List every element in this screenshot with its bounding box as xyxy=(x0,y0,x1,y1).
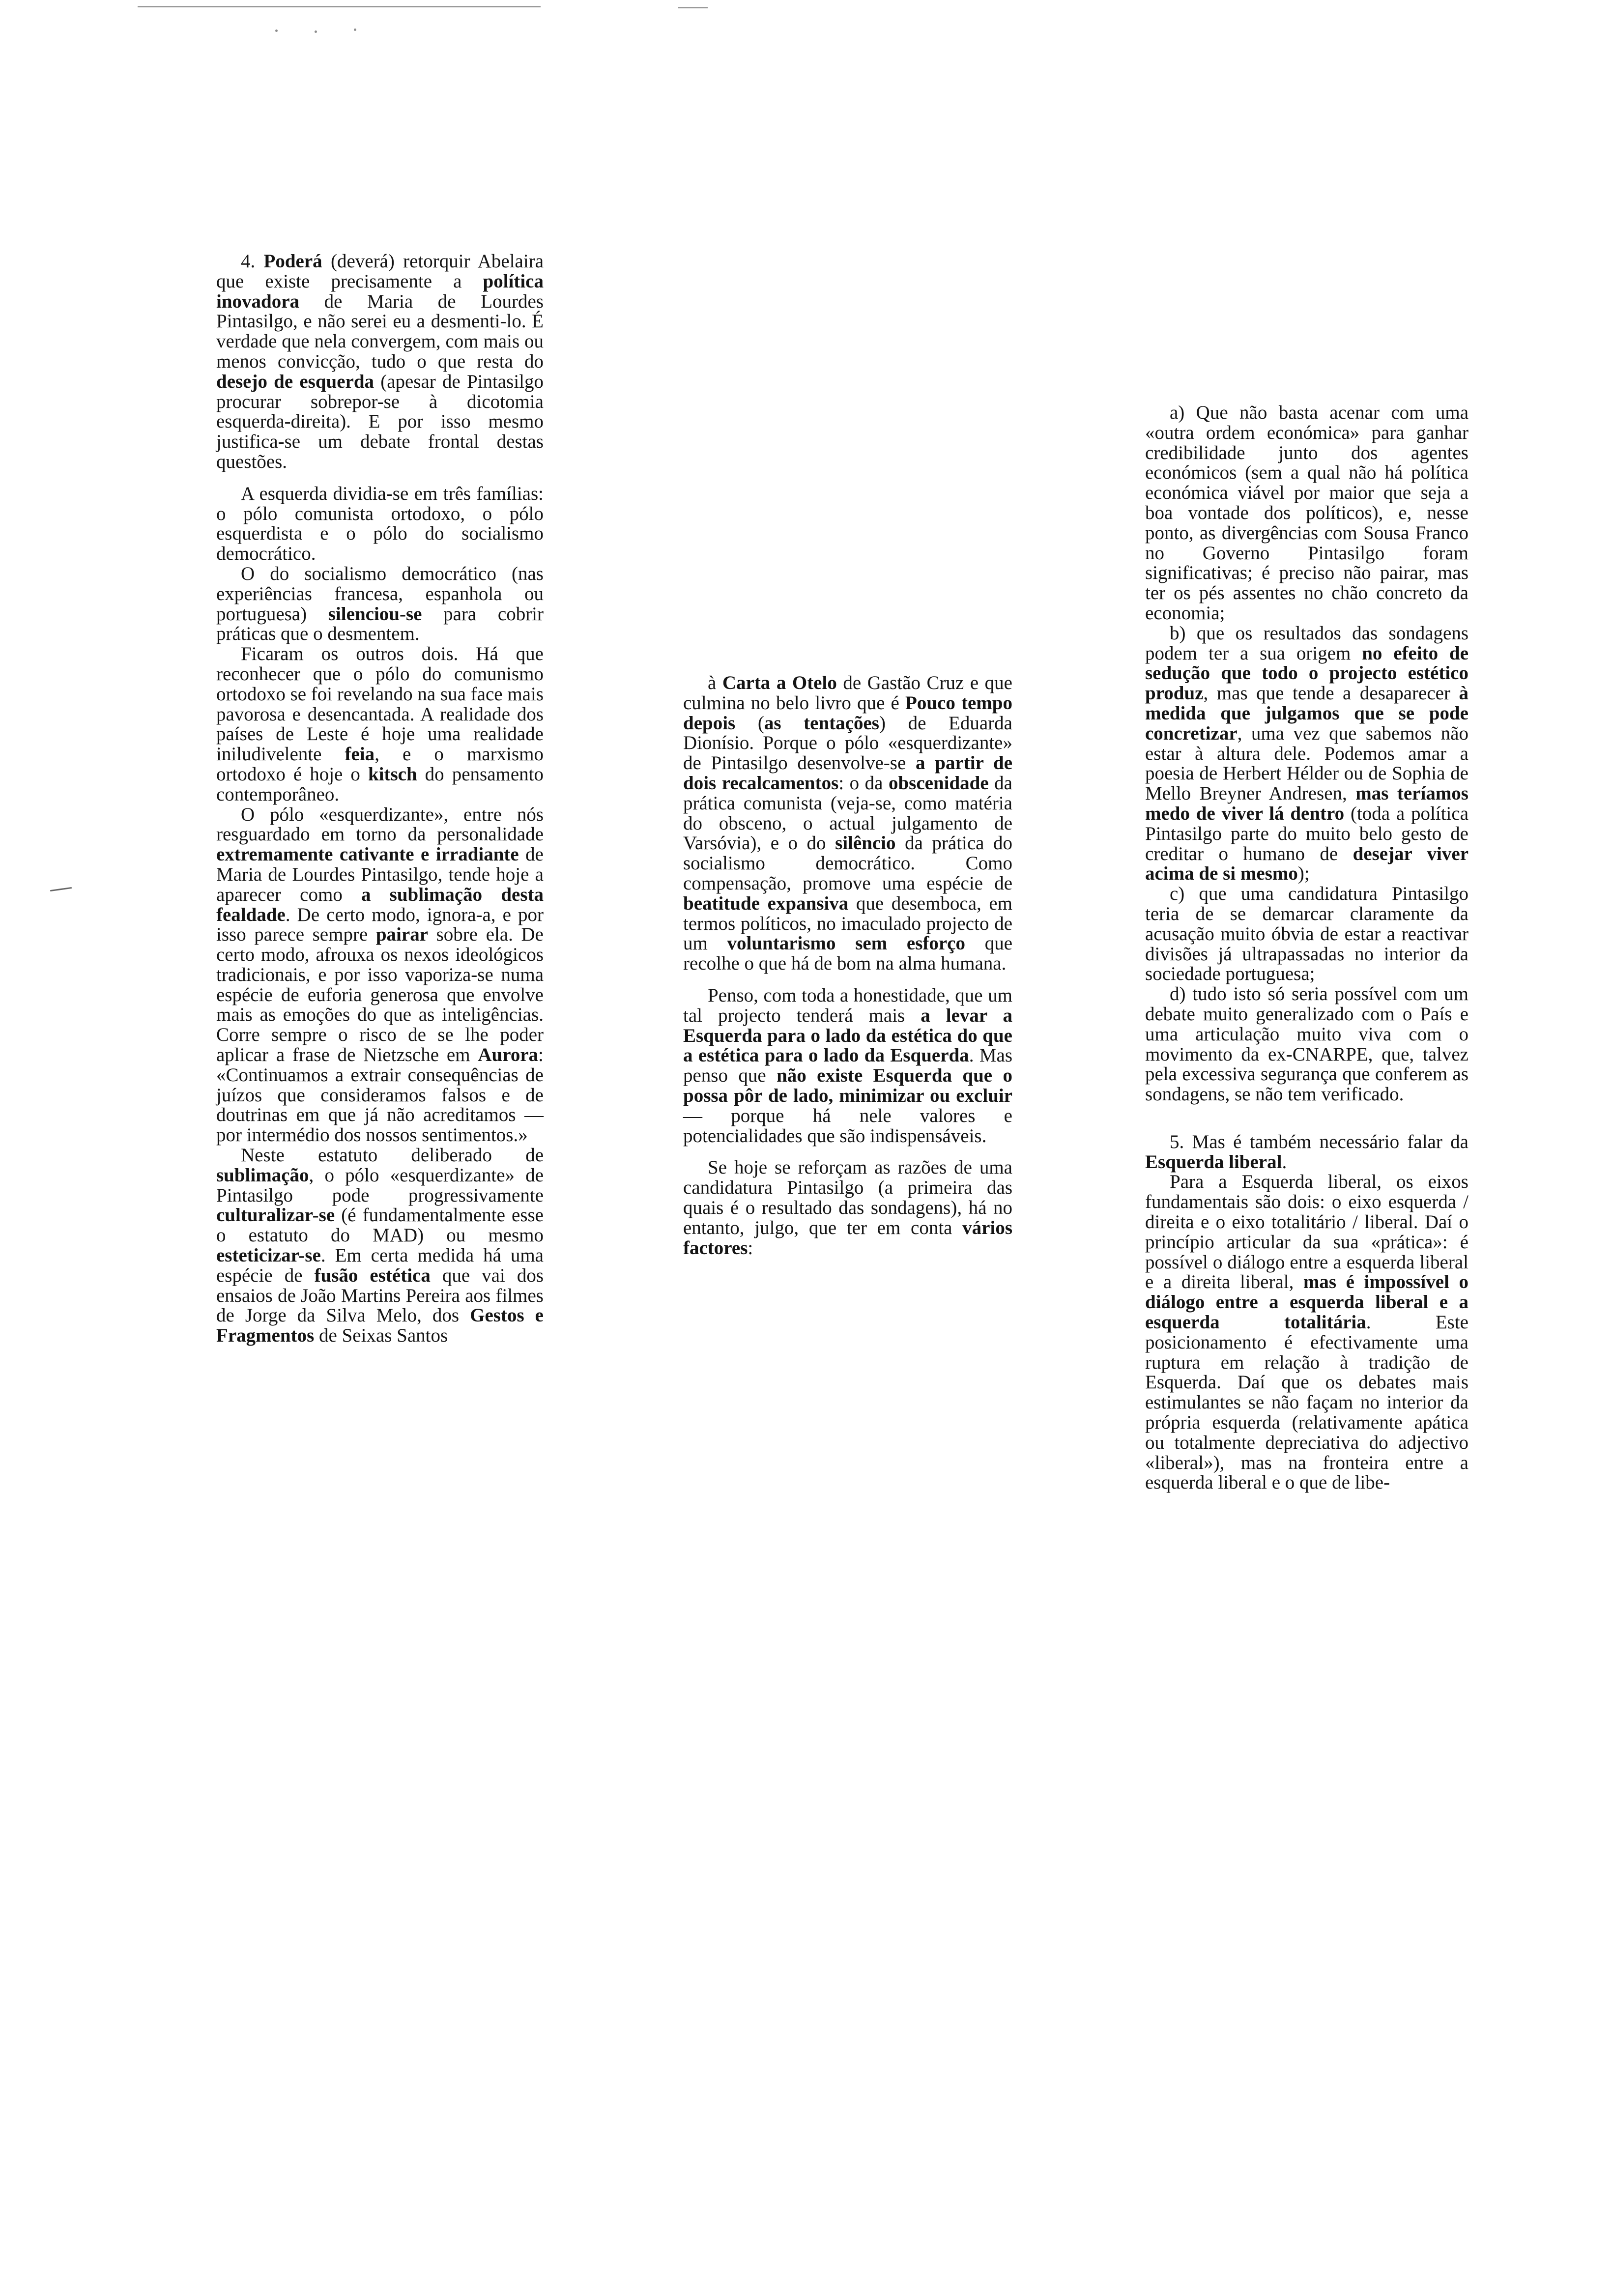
scan-speck xyxy=(315,30,317,33)
paragraph xyxy=(1145,984,1468,1105)
text-run: ( xyxy=(735,712,764,734)
text-run: , o pólo «esquerdizante» de Pintasilgo pode progressivamente xyxy=(216,1164,544,1206)
scan-margin-mark xyxy=(50,887,72,891)
text-run: Penso, com toda a honestidade, que um tal projecto tenderá mais xyxy=(683,984,1012,1026)
emphasis-text: Carta a Otelo xyxy=(722,672,837,693)
emphasis-text: mas teríamos medo de viver lá dentro xyxy=(1145,783,1468,824)
emphasis-text: Aurora xyxy=(478,1044,539,1066)
text-run: que desemboca, em termos políticos, no imaculado projecto de um xyxy=(683,892,1013,954)
text-run: ); xyxy=(1297,863,1310,885)
text-run: que vai dos ensaios de João Martins Pereira aos filmes de Jorge da Silva Melo, dos xyxy=(216,1264,544,1326)
text-run: de Gastão Cruz e que culmina no belo livro que é xyxy=(683,672,1012,714)
text-run: a) Que não basta acenar com uma «outra ordem económica» para ganhar credibilidade junto dos agentes económicos (sem a qual não há política económica viável por maior que seja a boa vontade dos políticos), e, nesse ponto, as divergências com Sousa Franco no Governo Pintasilgo foram significativas; é preciso não pairar, mas ter os pés assentes no chão concreto da economia; xyxy=(1145,402,1468,624)
emphasis-text: desejar viver acima de si mesmo xyxy=(1145,843,1468,885)
text-run: para cobrir práticas que o desmentem. xyxy=(216,603,544,645)
text-run: (toda a política Pintasilgo parte do muito belo gesto de creditar o humano de xyxy=(1145,803,1469,864)
column-middle xyxy=(683,673,1012,1258)
emphasis-text: pairar xyxy=(375,924,429,946)
paragraph xyxy=(216,1146,544,1346)
text-run: à xyxy=(708,672,722,693)
text-run: de Seixas Santos xyxy=(314,1325,448,1347)
emphasis-text: esteticizar-se xyxy=(216,1245,321,1266)
text-run: O pólo «esquerdizante», entre nós resguardado em torno da personalidade xyxy=(216,804,544,845)
text-run: : o da xyxy=(838,772,889,794)
paragraph xyxy=(683,986,1012,1146)
emphasis-text: no efeito de sedução que todo o projecto estético produz xyxy=(1145,642,1469,704)
paragraph xyxy=(216,484,544,564)
text-run: da prática do socialismo democrático. Como compensação, promove uma espécie de xyxy=(683,832,1012,894)
text-run: (deverá) retorquir Abelaira que existe precisamente a xyxy=(216,251,544,292)
text-run: b) que os resultados das sondagens podem ter a sua origem xyxy=(1145,622,1468,664)
text-run: (apesar de Pintasilgo procurar sobrepor-se à dicotomia esquerda-direita). E por isso mesmo justifica-se um debate frontal destas questões. xyxy=(216,371,544,472)
emphasis-text: a partir de dois recalcamentos xyxy=(683,752,1013,794)
text-run: Se hoje se reforçam as razões de uma candidatura Pintasilgo (a primeira das quais é o resultado das sondagens), há no entanto, julgo, que ter em conta xyxy=(683,1157,1012,1238)
text-run: — porque há nele valores e potencialidades que são indispensáveis. xyxy=(683,1105,1012,1147)
text-run: sobre ela. De certo modo, afrouxa os nexos ideológicos tradicionais, e por isso vaporiza-se numa espécie de euforia generosa que envolve mais as emoções do que as inteligências. Corre sempre o risco de se lhe poder aplicar a frase de Nietzsche em xyxy=(216,924,544,1066)
column-left xyxy=(216,252,544,1346)
paragraph xyxy=(1145,884,1468,984)
emphasis-text: a sublimação desta fealdade xyxy=(216,884,544,925)
emphasis-text: desejo de esquerda xyxy=(216,371,374,392)
paragraph xyxy=(216,805,544,1146)
emphasis-text: Gestos e Fragmentos xyxy=(216,1305,544,1347)
text-run: . xyxy=(1282,1151,1287,1173)
emphasis-text: feia xyxy=(345,744,375,765)
text-run: c) que uma candidatura Pintasilgo teria de se demarcar claramente da acusação muito óbvia de estar a reactivar divisões já ultrapassadas no interior da sociedade portuguesa; xyxy=(1145,883,1468,985)
paragraph xyxy=(1145,1132,1468,1173)
emphasis-text: culturalizar-se xyxy=(216,1205,335,1226)
scan-speck xyxy=(354,29,356,31)
text-run: . Este posicionamento é efectivamente uma ruptura em relação à tradição de Esquerda. Daí que os debates mais estimulantes se não façam no interior da própria esquerda (relativamente apática ou totalmente depreciativa do adjectivo «liberal»), mas na fronteira entre a esquerda liberal e o que de libe- xyxy=(1145,1312,1468,1493)
emphasis-text: mas é impossível o diálogo entre a esquerda liberal e a esquerda totalitária xyxy=(1145,1271,1468,1333)
text-run: 4. xyxy=(241,251,264,272)
text-run: . De certo modo, ignora-a, e por isso parece sempre xyxy=(216,904,544,946)
emphasis-text: kitsch xyxy=(368,763,417,785)
paragraph xyxy=(1145,624,1468,884)
text-run: , mas que tende a desaparecer xyxy=(1203,683,1459,704)
emphasis-text: obscenidade xyxy=(888,772,989,794)
text-run: , uma vez que sabemos não estar à altura dele. Podemos amar a poesia de Herbert Hélder ou de Sophia de Mello Breyner Andresen, xyxy=(1145,722,1468,804)
scan-edge-line xyxy=(138,6,541,7)
text-run: , e o marxismo ortodoxo é hoje o xyxy=(216,744,544,785)
text-run: de Maria de Lourdes Pintasilgo, e não serei eu a desmenti-lo. É verdade que nela convergem, com mais ou menos convicção, tudo o que resta do xyxy=(216,290,544,372)
emphasis-text: vários factores xyxy=(683,1217,1012,1259)
text-run: (é fundamentalmente esse o estatuto do MAD) ou mesmo xyxy=(216,1205,544,1246)
emphasis-text: fusão estética xyxy=(314,1264,431,1286)
emphasis-text: Pouco tempo depois xyxy=(683,692,1012,734)
text-run: : xyxy=(748,1237,753,1259)
emphasis-text: silenciou-se xyxy=(328,603,422,625)
emphasis-text: a levar a Esquerda para o lado da estética do que a estética para o lado da Esquerda xyxy=(683,1004,1012,1066)
text-run: ) de Eduarda Dionísio. Porque o pólo «esquerdizante» de Pintasilgo desenvolve-se xyxy=(683,712,1012,774)
text-run: Para a Esquerda liberal, os eixos fundamentais são dois: o eixo esquerda / direita e o eixo totalitário / liberal. Daí o princípio articular da sua «prática»: é possível o diálogo entre a esquerda liberal e a direita liberal, xyxy=(1145,1171,1468,1293)
paragraph xyxy=(216,564,544,644)
emphasis-text: beatitude expansiva xyxy=(683,892,849,914)
emphasis-text: voluntarismo sem esforço xyxy=(727,933,965,954)
text-run: : «Continuamos a extrair consequências de juízos que consideramos falsos e de doutrinas em que já não acreditamos — por intermédio dos nossos sentimentos.» xyxy=(216,1044,544,1146)
column-right xyxy=(1145,403,1468,1493)
emphasis-text: sublimação xyxy=(216,1164,309,1186)
text-run: 5. Mas é também necessário falar da xyxy=(1170,1131,1468,1152)
scan-edge-line xyxy=(678,7,708,8)
text-run: Neste estatuto deliberado de xyxy=(241,1145,544,1166)
emphasis-text: extremamente cativante e irradiante xyxy=(216,844,519,865)
paragraph xyxy=(216,252,544,472)
paragraph xyxy=(1145,403,1468,624)
text-run: da prática comunista (veja-se, como matéria do obsceno, o actual julgamento de Varsóvia), e o do xyxy=(683,772,1012,854)
emphasis-text: Poderá xyxy=(263,251,322,272)
paragraph xyxy=(1145,1172,1468,1493)
emphasis-text: silêncio xyxy=(835,832,896,854)
text-run: d) tudo isto só seria possível com um debate muito generalizado com o País e uma articulação muito viva com o movimento da ex-CNARPE, que, talvez pela excessiva segurança que conferem as sondagens, se não tem verificado. xyxy=(1145,983,1468,1105)
paragraph xyxy=(216,644,544,804)
paragraph xyxy=(683,1158,1012,1258)
emphasis-text: à medida que julgamos que se pode concretizar xyxy=(1145,683,1468,744)
scan-speck xyxy=(275,29,278,32)
text-run: A esquerda dividia-se em três famílias: o pólo comunista ortodoxo, o pólo esquerdista e o pólo do socialismo democrático. xyxy=(216,483,544,565)
text-run: que recolhe o que há de bom na alma humana. xyxy=(683,933,1012,975)
text-run: . Em certa medida há uma espécie de xyxy=(216,1245,544,1286)
emphasis-text: política inovadora xyxy=(216,270,544,312)
emphasis-text: Esquerda liberal xyxy=(1145,1151,1282,1173)
emphasis-text: não existe Esquerda que o possa pôr de lado, minimizar ou excluir xyxy=(683,1065,1012,1106)
text-run: . Mas penso que xyxy=(683,1045,1012,1087)
paragraph xyxy=(683,673,1012,974)
text-run: O do socialismo democrático (nas experiências francesa, espanhola ou portuguesa) xyxy=(216,563,544,625)
text-run: de Maria de Lourdes Pintasilgo, tende hoje a aparecer como xyxy=(216,844,544,905)
text-run: Ficaram os outros dois. Há que reconhecer que o pólo do comunismo ortodoxo se foi revelando na sua face mais pavorosa e desencantada. A realidade dos países de Leste é hoje uma realidade iniludivelente xyxy=(216,643,544,765)
emphasis-text: as tentações xyxy=(764,712,879,734)
text-run: do pensamento contemporâneo. xyxy=(216,763,544,805)
